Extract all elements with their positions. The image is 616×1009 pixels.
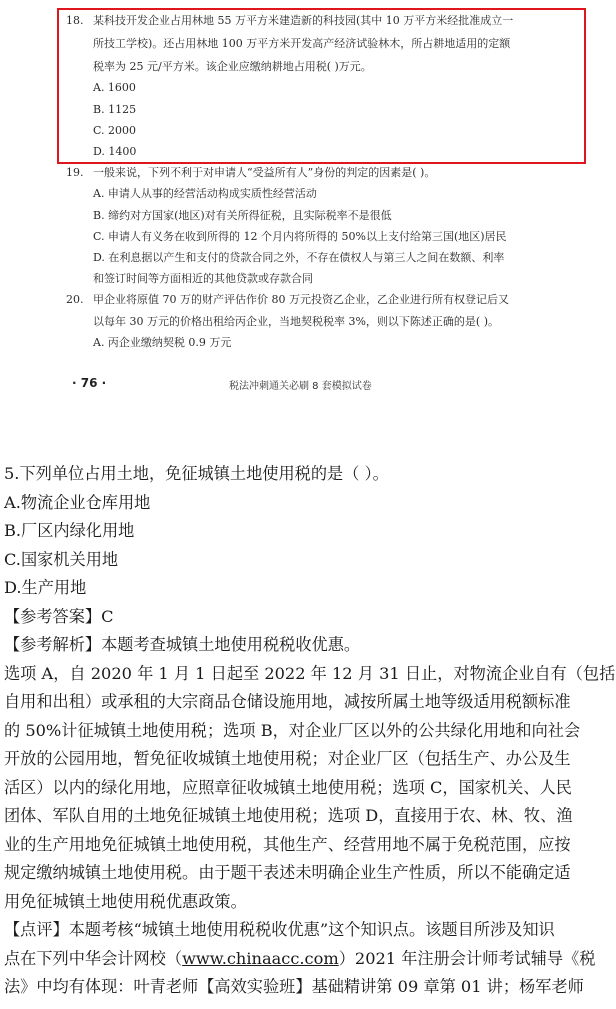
analysis-line-8: 规定缴纳城镇土地使用税。由于题干表述未明确企业生产性质，所以不能确定适 bbox=[4, 863, 571, 882]
comment-line-3: 法》中均有体现：叶青老师【高效实验班】基础精讲第 09 章第 01 讲；杨军老师 bbox=[4, 977, 584, 996]
book-title: 税法冲刺通关必刷 8 套模拟试卷 bbox=[229, 381, 372, 392]
highlight-box bbox=[57, 8, 586, 164]
option-a: A.物流企业仓库用地 bbox=[4, 493, 151, 512]
option-d: D.生产用地 bbox=[4, 578, 87, 597]
analysis-line-3: 的 50%计征城镇土地使用税；选项 B，对企业厂区以外的公共绿化用地和向社会 bbox=[4, 721, 581, 740]
q19-option-d: D. 在利息据以产生和支付的贷款合同之外，不存在债权人与第三人之间在数额、利率 bbox=[93, 251, 505, 264]
analysis-line-6: 团体、军队自用的土地免征城镇土地使用税；选项 D，直接用于农、林、牧、渔 bbox=[4, 806, 573, 825]
comment-line-2-end: ）2021 年注册会计师考试辅导《税 bbox=[338, 949, 596, 968]
analysis-line-2: 自用和出租）或承租的大宗商品仓储设施用地，减按所属土地等级适用税额标准 bbox=[4, 692, 571, 711]
q20-line-1: 甲企业将原值 70 万的财产评估作价 80 万元投资乙企业，乙企业进行所有权登记后又 bbox=[93, 293, 509, 306]
analysis-line-4: 开放的公园用地，暂免征收城镇土地使用税；对企业厂区（包括生产、办公及生 bbox=[4, 749, 571, 768]
analysis-title: 【参考解析】本题考查城镇土地使用税税收优惠。 bbox=[4, 635, 361, 654]
comment-line-1: 【点评】本题考核“城镇土地使用税税收优惠”这个知识点。该题目所涉及知识 bbox=[4, 920, 555, 939]
q18-option-c: C. 2000 bbox=[93, 124, 137, 137]
chinaacc-link[interactable]: www.chinaacc.com bbox=[182, 949, 339, 968]
option-c: C.国家机关用地 bbox=[4, 550, 119, 569]
q19-option-c: C. 申请人有义务在收到所得的 12 个月内将所得的 50%以上支付给第三国(地区)居民 bbox=[93, 230, 507, 243]
q20-option-a: A. 丙企业缴纳契税 0.9 万元 bbox=[93, 336, 232, 349]
q18-option-d: D. 1400 bbox=[93, 145, 137, 158]
q18-number: 18. bbox=[66, 14, 84, 27]
q20-line-2: 以每年 30 万元的价格出租给丙企业，当地契税税率 3%，则以下陈述正确的是( )。 bbox=[93, 315, 500, 328]
comment-line-2 bbox=[4, 949, 595, 969]
analysis-line-5: 活区）以内的绿化用地，应照章征收城镇土地使用税；选项 C，国家机关、人民 bbox=[4, 778, 572, 797]
question-stem: 5.下列单位占用土地，免征城镇土地使用税的是（ ）。 bbox=[4, 464, 389, 483]
page-number: · 76 · bbox=[72, 376, 107, 390]
q18-option-b: B. 1125 bbox=[93, 103, 137, 116]
analysis-line-1: 选项 A，自 2020 年 1 月 1 日起至 2022 年 12 月 31 日止，对物流企业自有（包括 bbox=[4, 664, 616, 683]
reference-answer: 【参考答案】C bbox=[4, 607, 114, 626]
q18-line-2: 所技工学校)。还占用林地 100 万平方米开发高产经济试验林木，所占耕地适用的定额 bbox=[93, 37, 511, 50]
analysis-line-9: 用免征城镇土地使用税优惠政策。 bbox=[4, 892, 247, 911]
analysis-line-7: 业的生产用地免征城镇土地使用税，其他生产、经营用地不属于免税范围，应按 bbox=[4, 835, 571, 854]
q19-number: 19. bbox=[66, 166, 84, 179]
q18-line-1: 某科技开发企业占用林地 55 万平方米建造新的科技园(其中 10 万平方米经批准成立一 bbox=[93, 14, 514, 27]
option-b: B.厂区内绿化用地 bbox=[4, 521, 135, 540]
q20-number: 20. bbox=[66, 293, 84, 306]
q18-option-a: A. 1600 bbox=[93, 81, 136, 94]
scanned-page bbox=[0, 0, 616, 400]
q19-option-b: B. 缔约对方国家(地区)对有关所得征税，且实际税率不是很低 bbox=[93, 209, 392, 222]
q19-option-d-cont: 和签订时间等方面相近的其他贷款或存款合同 bbox=[93, 272, 313, 285]
q18-line-3: 税率为 25 元/平方米。该企业应缴纳耕地占用税( )万元。 bbox=[93, 60, 372, 73]
comment-line-2-start: 点在下列中华会计网校（ bbox=[4, 949, 183, 968]
q19-line-1: 一般来说，下列不利于对申请人“受益所有人”身份的判定的因素是( )。 bbox=[93, 166, 436, 179]
q19-option-a: A. 申请人从事的经营活动构成实质性经营活动 bbox=[93, 187, 317, 200]
